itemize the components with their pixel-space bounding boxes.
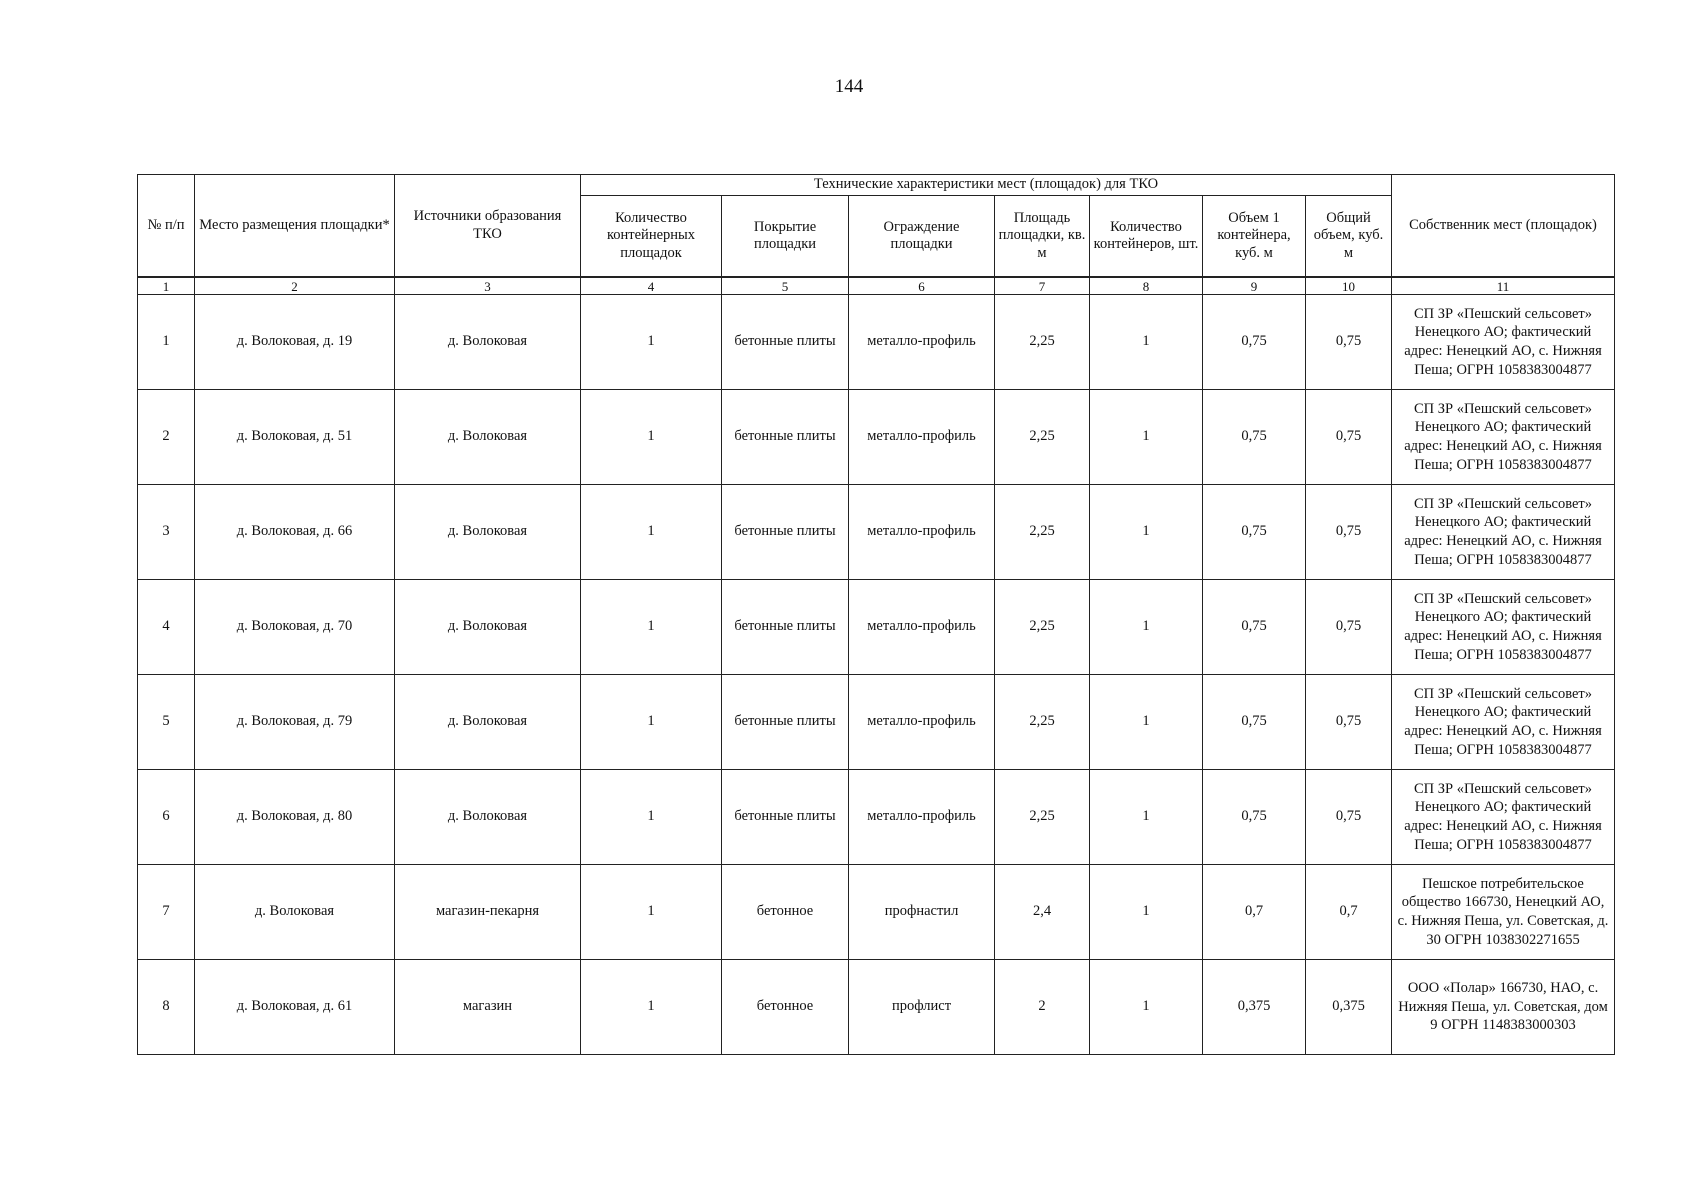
row-number: 1 (138, 295, 195, 390)
owner-cell: СП ЗР «Пешский сельсовет» Ненецкого АО; фактический адрес: Ненецкий АО, с. Нижняя Пеша; ОГРН 1058383004877 (1392, 485, 1615, 580)
site-count-cell: 1 (581, 770, 722, 865)
total-volume-cell: 0,75 (1306, 295, 1392, 390)
fence-cell: металло-профиль (849, 675, 995, 770)
container-count-cell: 1 (1090, 770, 1203, 865)
table-row (138, 675, 1615, 770)
surface-cell: бетонные плиты (722, 390, 849, 485)
row-number: 8 (138, 960, 195, 1055)
source-cell: магазин-пекарня (395, 865, 581, 960)
surface-cell: бетонное (722, 865, 849, 960)
owner-cell: СП ЗР «Пешский сельсовет» Ненецкого АО; фактический адрес: Ненецкий АО, с. Нижняя Пеша; ОГРН 1058383004877 (1392, 770, 1615, 865)
source-cell: д. Волоковая (395, 390, 581, 485)
location-cell: д. Волоковая, д. 61 (195, 960, 395, 1055)
container-volume-cell: 0,75 (1203, 770, 1306, 865)
location-cell: д. Волоковая, д. 66 (195, 485, 395, 580)
container-count-cell: 1 (1090, 960, 1203, 1055)
row-number: 7 (138, 865, 195, 960)
site-count-cell: 1 (581, 485, 722, 580)
location-cell: д. Волоковая, д. 79 (195, 675, 395, 770)
column-numbers-row (138, 277, 1615, 295)
header-area: Площадь площадки, кв. м (995, 196, 1090, 278)
table-row (138, 580, 1615, 675)
container-volume-cell: 0,75 (1203, 675, 1306, 770)
column-number: 3 (395, 277, 581, 295)
owner-cell: Пешское потребительское общество 166730, Ненецкий АО, с. Нижняя Пеша, ул. Советская, д. 30 ОГРН 1038302271655 (1392, 865, 1615, 960)
total-volume-cell: 0,375 (1306, 960, 1392, 1055)
total-volume-cell: 0,75 (1306, 675, 1392, 770)
header-volume-one: Объем 1 контейнера, куб. м (1203, 196, 1306, 278)
site-count-cell: 1 (581, 390, 722, 485)
row-number: 5 (138, 675, 195, 770)
location-cell: д. Волоковая, д. 51 (195, 390, 395, 485)
container-volume-cell: 0,75 (1203, 390, 1306, 485)
fence-cell: металло-профиль (849, 390, 995, 485)
owner-cell: СП ЗР «Пешский сельсовет» Ненецкого АО; фактический адрес: Ненецкий АО, с. Нижняя Пеша; ОГРН 1058383004877 (1392, 390, 1615, 485)
table-row (138, 770, 1615, 865)
total-volume-cell: 0,75 (1306, 580, 1392, 675)
surface-cell: бетонное (722, 960, 849, 1055)
site-count-cell: 1 (581, 865, 722, 960)
page-number: 144 (834, 76, 864, 97)
container-count-cell: 1 (1090, 865, 1203, 960)
header-technical-group: Технические характеристики мест (площадок) для ТКО (581, 175, 1392, 196)
area-cell: 2,25 (995, 485, 1090, 580)
table-row (138, 865, 1615, 960)
fence-cell: металло-профиль (849, 295, 995, 390)
location-cell: д. Волоковая, д. 70 (195, 580, 395, 675)
column-number: 11 (1392, 277, 1615, 295)
surface-cell: бетонные плиты (722, 770, 849, 865)
fence-cell: металло-профиль (849, 770, 995, 865)
area-cell: 2,25 (995, 295, 1090, 390)
surface-cell: бетонные плиты (722, 295, 849, 390)
header-sources: Источники образования ТКО (395, 175, 581, 278)
column-number: 9 (1203, 277, 1306, 295)
fence-cell: металло-профиль (849, 485, 995, 580)
row-number: 4 (138, 580, 195, 675)
container-volume-cell: 0,375 (1203, 960, 1306, 1055)
container-count-cell: 1 (1090, 295, 1203, 390)
header-owner: Собственник мест (площадок) (1392, 175, 1615, 278)
site-count-cell: 1 (581, 675, 722, 770)
column-number: 2 (195, 277, 395, 295)
total-volume-cell: 0,7 (1306, 865, 1392, 960)
total-volume-cell: 0,75 (1306, 485, 1392, 580)
container-volume-cell: 0,75 (1203, 295, 1306, 390)
owner-cell: СП ЗР «Пешский сельсовет» Ненецкого АО; фактический адрес: Ненецкий АО, с. Нижняя Пеша; ОГРН 1058383004877 (1392, 295, 1615, 390)
location-cell: д. Волоковая, д. 19 (195, 295, 395, 390)
container-volume-cell: 0,75 (1203, 485, 1306, 580)
area-cell: 2,25 (995, 580, 1090, 675)
area-cell: 2,25 (995, 675, 1090, 770)
container-volume-cell: 0,75 (1203, 580, 1306, 675)
location-cell: д. Волоковая (195, 865, 395, 960)
header-volume-total: Общий объем, куб. м (1306, 196, 1392, 278)
row-number: 6 (138, 770, 195, 865)
owner-cell: ООО «Полар» 166730, НАО, с. Нижняя Пеша, ул. Советская, дом 9 ОГРН 1148383000303 (1392, 960, 1615, 1055)
table-row (138, 390, 1615, 485)
header-count-sites: Количество контейнерных площадок (581, 196, 722, 278)
location-cell: д. Волоковая, д. 80 (195, 770, 395, 865)
table-row (138, 295, 1615, 390)
owner-cell: СП ЗР «Пешский сельсовет» Ненецкого АО; фактический адрес: Ненецкий АО, с. Нижняя Пеша; ОГРН 1058383004877 (1392, 580, 1615, 675)
column-number: 6 (849, 277, 995, 295)
area-cell: 2,25 (995, 770, 1090, 865)
header-surface: Покрытие площадки (722, 196, 849, 278)
source-cell: д. Волоковая (395, 580, 581, 675)
site-count-cell: 1 (581, 580, 722, 675)
fence-cell: профлист (849, 960, 995, 1055)
area-cell: 2 (995, 960, 1090, 1055)
row-number: 3 (138, 485, 195, 580)
fence-cell: профнастил (849, 865, 995, 960)
total-volume-cell: 0,75 (1306, 770, 1392, 865)
source-cell: д. Волоковая (395, 485, 581, 580)
source-cell: д. Волоковая (395, 770, 581, 865)
surface-cell: бетонные плиты (722, 485, 849, 580)
container-count-cell: 1 (1090, 390, 1203, 485)
column-number: 4 (581, 277, 722, 295)
waste-sites-table (137, 174, 1615, 1055)
column-number: 8 (1090, 277, 1203, 295)
owner-cell: СП ЗР «Пешский сельсовет» Ненецкого АО; фактический адрес: Ненецкий АО, с. Нижняя Пеша; ОГРН 1058383004877 (1392, 675, 1615, 770)
source-cell: д. Волоковая (395, 295, 581, 390)
table-row (138, 960, 1615, 1055)
header-fence: Ограждение площадки (849, 196, 995, 278)
container-count-cell: 1 (1090, 485, 1203, 580)
area-cell: 2,4 (995, 865, 1090, 960)
total-volume-cell: 0,75 (1306, 390, 1392, 485)
column-number: 1 (138, 277, 195, 295)
surface-cell: бетонные плиты (722, 580, 849, 675)
site-count-cell: 1 (581, 960, 722, 1055)
header-num: № п/п (138, 175, 195, 278)
column-number: 7 (995, 277, 1090, 295)
header-location: Место размещения площадки* (195, 175, 395, 278)
source-cell: магазин (395, 960, 581, 1055)
source-cell: д. Волоковая (395, 675, 581, 770)
surface-cell: бетонные плиты (722, 675, 849, 770)
site-count-cell: 1 (581, 295, 722, 390)
fence-cell: металло-профиль (849, 580, 995, 675)
row-number: 2 (138, 390, 195, 485)
table-row (138, 485, 1615, 580)
container-count-cell: 1 (1090, 675, 1203, 770)
column-number: 5 (722, 277, 849, 295)
container-count-cell: 1 (1090, 580, 1203, 675)
header-count-containers: Количество контейнеров, шт. (1090, 196, 1203, 278)
column-number: 10 (1306, 277, 1392, 295)
container-volume-cell: 0,7 (1203, 865, 1306, 960)
area-cell: 2,25 (995, 390, 1090, 485)
